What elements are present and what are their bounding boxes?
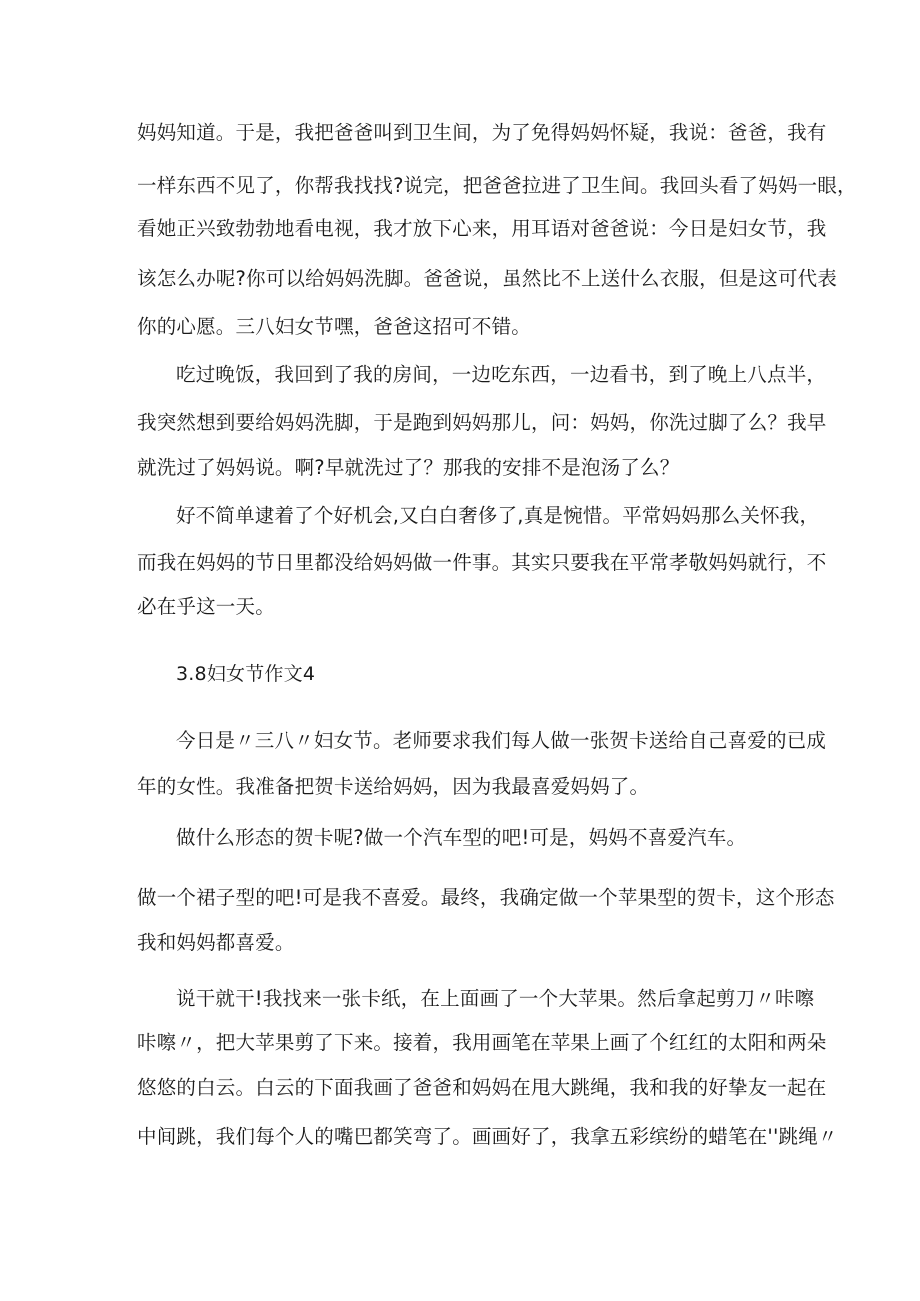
text-line: 该怎么办呢?你可以给妈妈洗脚。爸爸说，虽然比不上送什么衣服，但是这可代表 xyxy=(137,267,838,290)
text-line: 一样东西不见了，你帮我找找?说完，把爸爸拉进了卫生间。我回头看了妈妈一眼， xyxy=(137,174,857,197)
text-line: 我突然想到要给妈妈洗脚，于是跑到妈妈那儿，问：妈妈，你洗过脚了么？我早 xyxy=(137,411,827,434)
text-line: 做一个裙子型的吧!可是我不喜爱。最终，我确定做一个苹果型的贺卡，这个形态 xyxy=(137,886,835,909)
text-line: 年的女性。我准备把贺卡送给妈妈，因为我最喜爱妈妈了。 xyxy=(137,775,650,798)
text-line: 看她正兴致勃勃地看电视，我才放下心来，用耳语对爸爸说：今日是妇女节，我 xyxy=(137,217,827,240)
text-line: 必在乎这一天。 xyxy=(137,595,275,618)
text-line: 吃过晚饭，我回到了我的房间，一边吃东西，一边看书，到了晚上八点半， xyxy=(176,363,827,386)
text-line: 今日是〃三八〃妇女节。老师要求我们每人做一张贺卡送给自己喜爱的已成 xyxy=(176,729,827,752)
text-line: 而我在妈妈的节日里都没给妈妈做一件事。其实只要我在平常孝敬妈妈就行，不 xyxy=(137,551,827,574)
text-line: 好不简单逮着了个好机会,又白白奢侈了,真是惋惜。平常妈妈那么关怀我， xyxy=(176,504,820,527)
text-line: 做什么形态的贺卡呢?做一个汽车型的吧!可是，妈妈不喜爱汽车。 xyxy=(176,826,747,849)
text-line: 你的心愿。三八妇女节嘿，爸爸这招可不错。 xyxy=(137,315,532,338)
text-line: 就洗过了妈妈说。啊?早就洗过了？那我的安排不是泡汤了么？ xyxy=(137,456,680,479)
text-line: 咔嚓〃，把大苹果剪了下来。接着，我用画笔在苹果上画了个红红的太阳和两朵 xyxy=(137,1031,827,1054)
text-line: 我和妈妈都喜爱。 xyxy=(137,931,295,954)
text-line: 悠悠的白云。白云的下面我画了爸爸和妈妈在甩大跳绳，我和我的好挚友一起在 xyxy=(137,1076,827,1099)
text-line: 中间跳，我们每个人的嘴巴都笑弯了。画画好了，我拿五彩缤纷的蜡笔在''跳绳〃 xyxy=(137,1125,838,1148)
section-heading: 3.8妇女节作文4 xyxy=(176,663,316,685)
text-line: 说干就干!我找来一张卡纸，在上面画了一个大苹果。然后拿起剪刀〃咔嚓 xyxy=(176,987,815,1010)
text-line: 妈妈知道。于是，我把爸爸叫到卫生间，为了免得妈妈怀疑，我说：爸爸，我有 xyxy=(137,121,827,144)
